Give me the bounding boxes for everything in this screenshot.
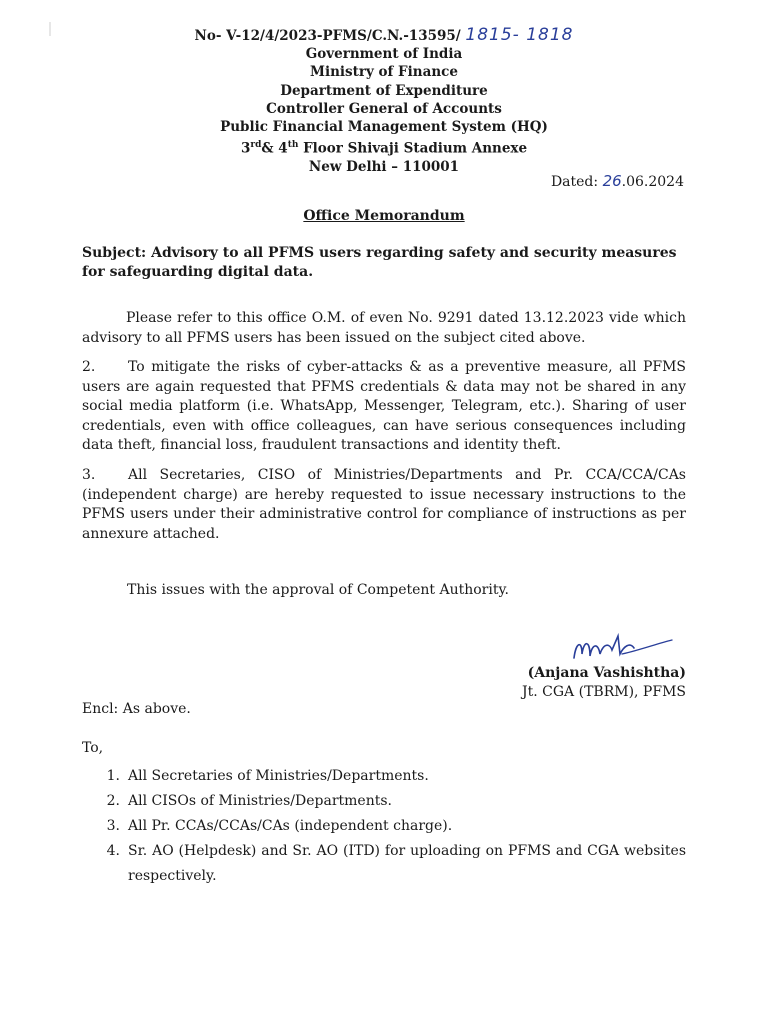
address-city: New Delhi – 110001 [308,158,460,175]
date-day-handwritten: 26 [602,172,622,190]
paragraph-3 [82,466,686,544]
list-item-text: All Secretaries of Ministries/Departments. [128,768,429,784]
list-item-text: All CISOs of Ministries/Departments. [128,793,392,809]
floor-3: 3 [240,140,251,157]
signatory-designation: Jt. CGA (TBRM), PFMS [522,684,686,700]
date-line [551,172,684,190]
list-item [82,839,686,889]
recipient-list [82,764,686,889]
paragraph-2-number: 2. [82,359,96,375]
letterhead [0,26,768,176]
paragraph-1: Please refer to this office O.M. of even No. 9291 dated 13.12.2023 vide which advisory to all PFMS users has been issued on the subject cited above. [82,310,686,346]
paragraph-2-text: To mitigate the risks of cyber-attacks & as a preventive measure, all PFMS users are again requested that PFMS credentials & data may not be shared in any social media platform (i.e. WhatsApp, Messenger, Telegram, etc.). Sharing of user credentials, even with office colleagues, can have serious consequences including data theft, financial loss, fraudulent transactions and identity theft. [82,359,686,453]
signatory-name: (Anjana Vashishtha) [527,665,686,681]
reference-number [0,26,768,45]
paragraph-3-text: All Secretaries, CISO of Ministries/Departments and Pr. CCA/CCA/CAs (independent charge) are hereby requested to issue necessary instructions to the PFMS users under their administrative control for compliance of instructions as per annexure attached. [82,467,686,542]
office-name: Controller General of Accounts [266,100,502,117]
memo-title: Office Memorandum [303,208,465,224]
list-item-text: All Pr. CCAs/CCAs/CAs (independent charge). [128,818,453,834]
enclosure-note: Encl: As above. [82,701,191,717]
list-item [82,814,686,839]
govt-of-india: Government of India [305,46,463,63]
address-floor [0,136,768,158]
paragraph-2 [82,358,686,456]
floor-4-sup: th [287,140,299,151]
list-item [82,764,686,789]
ref-handwritten: 1815- 1818 [465,25,574,45]
floor-mid: & 4 [261,140,288,157]
division-name: Public Financial Management System (HQ) [220,119,548,136]
department-name: Department of Expenditure [280,82,488,99]
date-rest: .06.2024 [621,174,684,190]
ref-no-text: No- V-12/4/2023-PFMS/C.N.-13595/ [194,28,461,44]
list-item-number: 3. [106,818,120,834]
date-label: Dated: [550,174,603,190]
list-item-number: 1. [106,768,120,784]
to-label: To, [82,740,104,756]
subject-line: Subject: Advisory to all PFMS users regarding safety and security measures for safeguarding digital data. [82,245,677,280]
approval-note: This issues with the approval of Competent Authority. [127,582,509,598]
handwritten-signature [560,628,680,668]
list-item-text: Sr. AO (Helpdesk) and Sr. AO (ITD) for uploading on PFMS and CGA websites respectively. [128,843,686,884]
list-item [82,789,686,814]
floor-rest: Floor Shivaji Stadium Annexe [298,140,528,157]
list-item-number: 4. [106,843,120,859]
paragraph-3-number: 3. [82,467,96,483]
floor-3-sup: rd [250,140,262,151]
list-item-number: 2. [106,793,120,809]
ministry-name: Ministry of Finance [310,64,458,81]
